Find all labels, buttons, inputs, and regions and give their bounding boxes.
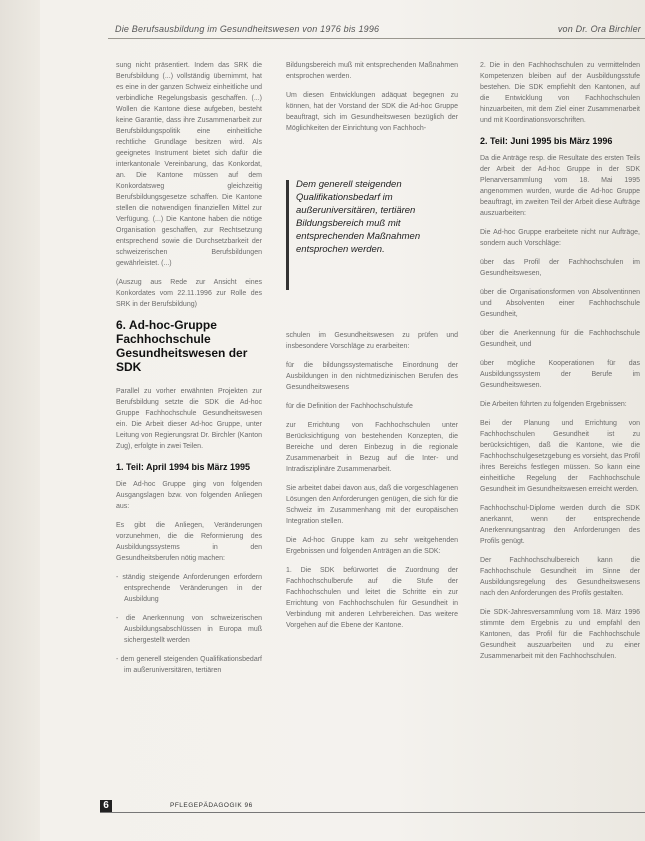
col2-paragraph: zur Errichtung von Fachhochschulen unter Berücksichtigung von bestehenden Konzepten, die Bereiche und deren Einbezug in die regionale Zusammenarbeit in Bezug auf die Inter- und Intradisziplinäre Zusammenarbeit. (286, 422, 458, 473)
col2-paragraph: Die Ad-hoc Gruppe kam zu sehr weitgehenden Ergebnissen und folgenden Anträgen an die SDK: (286, 537, 458, 555)
sub2-paragraph: über die Organisationsformen von Absolventinnen und Absolventen einer Fachhochschule Gesundheit, (480, 289, 640, 318)
sub2-paragraph: Fachhochschul-Diplome werden durch die SDK anerkannt, wenn der entsprechende Anerkennungsantrag den Anforderungen des Profils genügt. (480, 505, 640, 545)
header-author: von Dr. Ora Birchler (557, 24, 641, 34)
bullet-item: - dem generell steigenden Qualifikationsbedarf im außeruniversitären, tertiären (116, 656, 262, 674)
column-2-bottom (286, 330, 458, 639)
col2-paragraph: für die bildungssystematische Einordnung der Ausbildungen in den nichtmedizinischen Berufen des Gesundheitswesens (286, 362, 458, 391)
sub2-paragraph: Bei der Planung und Errichtung von Fachhochschulen Gesundheit ist zu berücksichtigen, daß die Kantone, wie die Fachhochschulgesetzgebung es vorsieht, das Profil ihres Bereichs festlegen müssen. So kann eine einheitliche Regelung der Fachhochschule Gesundheit im Gesundheitswesen erreicht werden. (480, 420, 640, 493)
pull-quote (286, 176, 458, 298)
sub1-paragraph: Es gibt die Anliegen, Veränderungen vorzunehmen, die die Reformierung des Ausbildungssystems in den Gesundheitsberufen nötig machen: (116, 522, 262, 562)
col2-paragraph: 1. Die SDK befürwortet die Zuordnung der Fachhochschulberufe auf die Stufe der Fachhochschulen und leitet die Schritte ein zur Errichtung von Fachhochschulen für Gesundheit in Verbindung mit anderen Lehrbereichen. Das weitere Vorgehen auf die Ebene der Kantone. (286, 567, 458, 629)
col1-paragraph: sung nicht präsentiert. Indem das SRK die Berufsbildung (...) vollständig übernimmt, hat es eine in der ganzen Schweiz einheitliche und verbindliche Regelungsbasis geschaffen. (...) Wollen die Kantone diese aufgeben, besteht keine Garantie, dass ihre Zusammenarbeit zur Berufsbildungspolitik eine einheitliche rechtliche Grundlage besitzen wird. Als geeignetes Instrument bietet sich dafür die interkantonale Vereinbarung, das Konkordat, an. Die Kantone müssen auf dem Konkordatsweg gleichzeitig Berufsbildungsgesetze schaffen. Die Kantone stellen die notwendigen finanziellen Mittel zur Verfügung. (...) Die Kantone haben die nötige Organisation geschaffen, zur Rechtsetzung entsprechend sowie die Durchsetzbarkeit der schweizerischen Berufsbildungen gewährleistet. (...) (116, 62, 262, 267)
col2-paragraph: schulen im Gesundheitswesen zu prüfen und insbesondere Vorschläge zu erarbeiten: (286, 332, 458, 350)
sub2-paragraph: über die Anerkennung für die Fachhochschule Gesundheit, und (480, 330, 640, 348)
section-paragraph: Parallel zu vorher erwähnten Projekten zur Berufsbildung setzte die SDK die Ad-hoc Gruppe Fachhochschule Gesundheitswesen ein. Die Arbeit dieser Ad-hoc Gruppe, unter Leitung von Regierungsrat Dr. Birchler (Kanton Zug), erfolgte in zwei Teilen. (116, 388, 262, 450)
column-3 (480, 60, 640, 670)
col3-paragraph: 2. Die in den Fachhochschulen zu vermittelnden Kompetenzen bleiben auf der Ausbildungsstufe bestehen. Die SDK empfiehlt den Kantonen, auf die Entwicklung von Fachhochschulen hinzuarbeiten, mit dem Ziel einer Zusammenarbeit und mit Koordinationsvorschriften. (480, 62, 640, 124)
bullet-item: - die Anerkennung von schweizerischen Ausbildungsabschlüssen in Europa muß sichergestellt werden (116, 615, 262, 644)
header-rule (108, 38, 645, 39)
magazine-name: PFLEGEPÄDAGOGIK 96 (170, 802, 253, 809)
sub2-paragraph: Die Arbeiten führten zu folgenden Ergebnissen: (480, 401, 627, 408)
section-heading: 6. Ad-hoc-Gruppe Fachhochschule Gesundheitswesen der SDK (116, 318, 248, 374)
page-number: 6 (100, 800, 112, 812)
quote-bar (286, 180, 289, 290)
footer-rule (100, 812, 645, 813)
col2-paragraph: Bildungsbereich muß mit entsprechenden Maßnahmen entsprochen werden. (286, 62, 458, 80)
col2-paragraph: Sie arbeitet dabei davon aus, daß die vorgeschlagenen Lösungen den Anforderungen genügen, die sich für die Schweiz im Zusammenhang mit der europäischen Integration stellen. (286, 485, 458, 525)
sub2-paragraph: über das Profil der Fachhochschulen im Gesundheitswesen, (480, 259, 640, 277)
subsection-heading-2: 2. Teil: Juni 1995 bis März 1996 (480, 136, 613, 146)
sub2-paragraph: über mögliche Kooperationen für das Ausbildungssystem der Berufe im Gesundheitswesen. (480, 360, 640, 389)
scan-margin (0, 0, 40, 841)
sub2-paragraph: Der Fachhochschulbereich kann die Fachhochschule Gesundheit im Sinne der Ausbildungsregelung des Gesundheitswesens nach den Anforderungen des Profils gestalten. (480, 557, 640, 597)
col2-paragraph: Um diesen Entwicklungen adäquat begegnen zu können, hat der Vorstand der SDK die Ad-hoc Gruppe beauftragt, sich im Gesundheitswesen bezüglich der Möglichkeiten der Einrichtung von Fachhoch- (286, 92, 458, 132)
subsection-heading-1: 1. Teil: April 1994 bis März 1995 (116, 462, 251, 472)
sub2-paragraph: Die Ad-hoc Gruppe erarbeitete nicht nur Aufträge, sondern auch Vorschläge: (480, 229, 640, 247)
column-2-top (286, 60, 458, 142)
col2-paragraph: für die Definition der Fachhochschulstufe (286, 403, 413, 410)
bullet-item: - ständig steigende Anforderungen erfordern entsprechende Veränderungen in der Ausbildung (116, 574, 262, 603)
column-1 (116, 60, 262, 684)
sub1-paragraph: Die Ad-hoc Gruppe ging von folgenden Ausgangslagen bzw. von folgenden Anliegen aus: (116, 481, 262, 510)
col1-paragraph: (Auszug aus Rede zur Ansicht eines Konkordates vom 22.11.1996 zur Rolle des SRK in der Berufsbildung) (116, 279, 262, 308)
sub2-paragraph: Die SDK-Jahresversammlung vom 18. März 1996 stimmte dem Ergebnis zu und empfahl den Kantonen, das Profil für die Fachhochschule Gesundheit auszuarbeiten und zu einer Zusammenarbeit mit den Fachhochschulen. (480, 609, 640, 660)
sub2-paragraph: Da die Anträge resp. die Resultate des ersten Teils der Arbeit der Ad-hoc Gruppe in der SDK Plenarversammlung vom 18. Mai 1995 angenommen wurden, wurde die Ad-hoc Gruppe beauftragt, im zweiten Teil der Arbeit diese Aufträge auszuarbeiten: (480, 155, 640, 217)
header-title: Die Berufsausbildung im Gesundheitswesen von 1976 bis 1996 (115, 24, 380, 34)
quote-text: Dem generell steigenden Qualifikationsbedarf im außeruniversitären, tertiären Bildungsbereich muß mit entsprechenden Maßnahmen entsprochen werden. (296, 179, 421, 255)
